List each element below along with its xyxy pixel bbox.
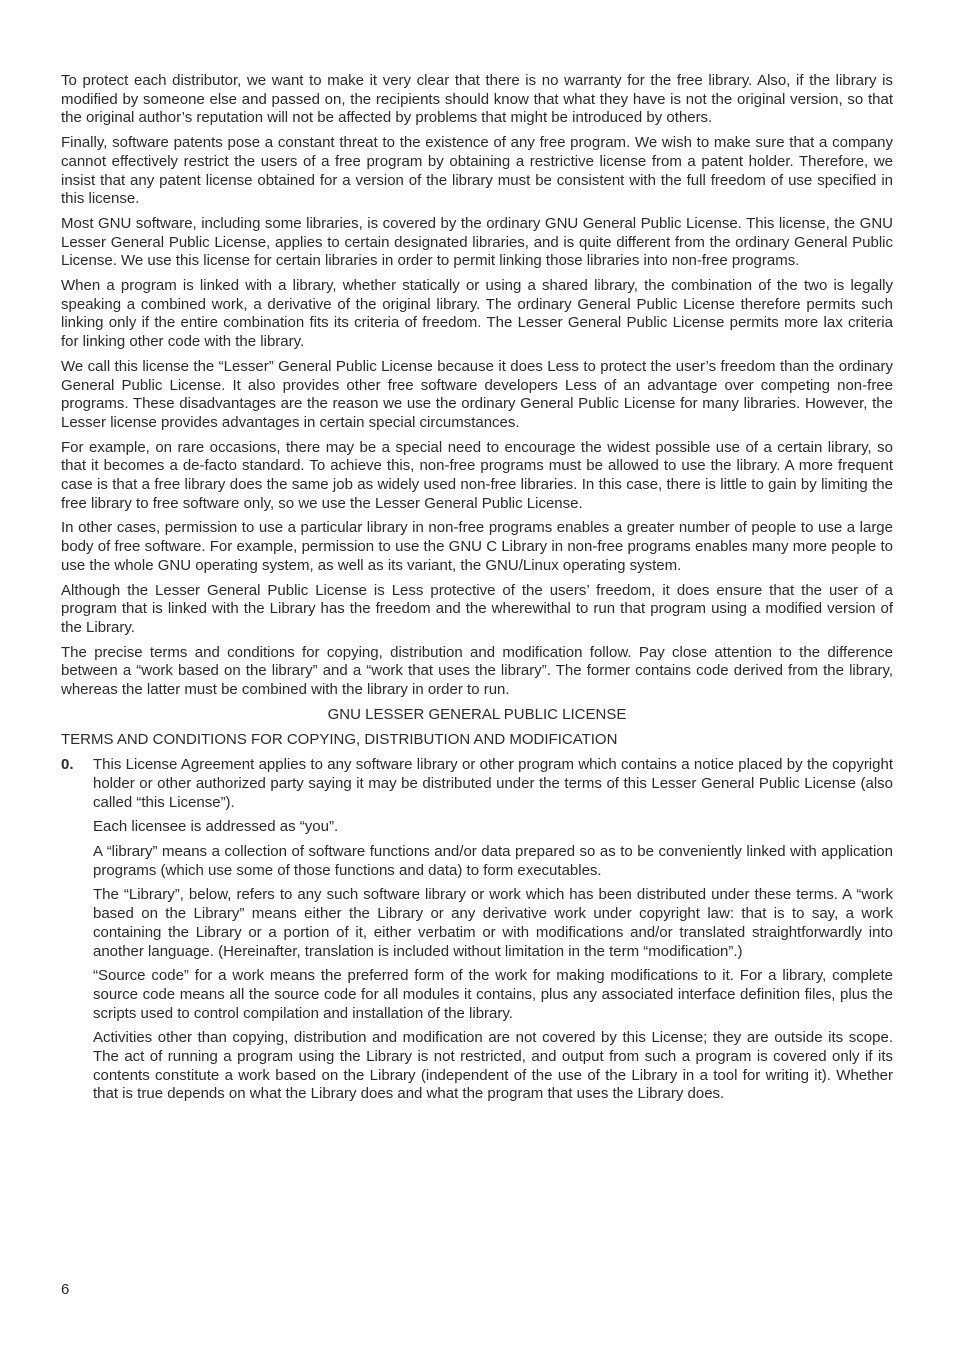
body-paragraph: We call this license the “Lesser” General Public License because it does Less to protect the user’s freedom than the ordinary General Public License. It also provides other free software developers Less of an advantage over competing non-free programs. These disadvantages are the reason we use the ordinary General Public License for many libraries. However, the Lesser license provides advantages in certain special circumstances. xyxy=(61,357,893,431)
section-paragraph: “Source code” for a work means the preferred form of the work for making modifications to it. For a library, complete source code means all the source code for all modules it contains, plus any associated interface definition files, plus the scripts used to control compilation and installation of the library. xyxy=(93,967,893,1022)
license-title: GNU LESSER GENERAL PUBLIC LICENSE xyxy=(327,705,627,723)
section-paragraph: The “Library”, below, refers to any such software library or work which has been distributed under these terms. A “work based on the Library” means either the Library or any derivative work under copyright law: that is to say, a work containing the Library or a portion of it, either verbatim or with modifications and/or translated straightforwardly into another language. (Hereinafter, translation is included without limitation in the term “modification”.) xyxy=(93,886,893,960)
terms-heading: TERMS AND CONDITIONS FOR COPYING, DISTRIBUTION AND MODIFICATION xyxy=(61,730,618,748)
body-paragraph: For example, on rare occasions, there may be a special need to encourage the widest possible use of a certain library, so that it becomes a de-facto standard. To achieve this, non-free programs must be allowed to use the library. A more frequent case is that a free library does the same job as widely used non-free libraries. In this case, there is little to gain by limiting the free library to free software only, so we use the Lesser General Public License. xyxy=(61,438,893,512)
body-paragraph: Although the Lesser General Public License is Less protective of the users’ freedom, it does ensure that the user of a program that is linked with the Library has the freedom and the wherewithal to run that program using a modified version of the Library. xyxy=(61,581,893,636)
section-0 xyxy=(61,756,893,1104)
body-paragraph: To protect each distributor, we want to make it very clear that there is no warranty for the free library. Also, if the library is modified by someone else and passed on, the recipients should know that what they have is not the original version, so that the original author’s reputation will not be affected by problems that might be introduced by others. xyxy=(61,72,893,127)
document-body xyxy=(61,72,893,1110)
page-number: 6 xyxy=(61,1281,70,1298)
section-paragraph: This License Agreement applies to any software library or other program which contains a notice placed by the copyright holder or other authorized party saying it may be distributed under the terms of this Lesser General Public License (also called “this License”). xyxy=(93,756,893,811)
section-paragraph: Each licensee is addressed as “you”. xyxy=(93,818,339,836)
section-paragraph: Activities other than copying, distribution and modification are not covered by this License; they are outside its scope. The act of running a program using the Library is not restricted, and output from such a program is covered only if its contents constitute a work based on the Library (independent of the use of the Library in a tool for writing it). Whether that is true depends on what the Library does and what the program that uses the Library does. xyxy=(93,1029,893,1103)
section-paragraph: A “library” means a collection of software functions and/or data prepared so as to be conveniently linked with application programs (which use some of those functions and data) to form executables. xyxy=(93,843,893,879)
body-paragraph: The precise terms and conditions for copying, distribution and modification follow. Pay close attention to the difference between a “work based on the library” and a “work that uses the library”. The former contains code derived from the library, whereas the latter must be combined with the library in order to run. xyxy=(61,643,893,699)
section-number: 0. xyxy=(61,756,74,774)
body-paragraph: In other cases, permission to use a particular library in non-free programs enables a greater number of people to use a large body of free software. For example, permission to use the GNU C Library in non-free programs enables many more people to use the whole GNU operating system, as well as its variant, the GNU/Linux operating system. xyxy=(61,519,893,574)
body-paragraph: When a program is linked with a library, whether statically or using a shared library, the combination of the two is legally speaking a combined work, a derivative of the original library. The ordinary General Public License therefore permits such linking only if the entire combination fits its criteria of freedom. The Lesser General Public License permits more lax criteria for linking other code with the library. xyxy=(61,277,893,351)
body-paragraph: Finally, software patents pose a constant threat to the existence of any free program. We wish to make sure that a company cannot effectively restrict the users of a free program by obtaining a restrictive license from a patent holder. Therefore, we insist that any patent license obtained for a version of the library must be consistent with the full freedom of use specified in this license. xyxy=(61,134,893,208)
body-paragraph: Most GNU software, including some libraries, is covered by the ordinary GNU General Public License. This license, the GNU Lesser General Public License, applies to certain designated libraries, and is quite different from the ordinary General Public License. We use this license for certain libraries in order to permit linking those libraries into non-free programs. xyxy=(61,214,893,270)
